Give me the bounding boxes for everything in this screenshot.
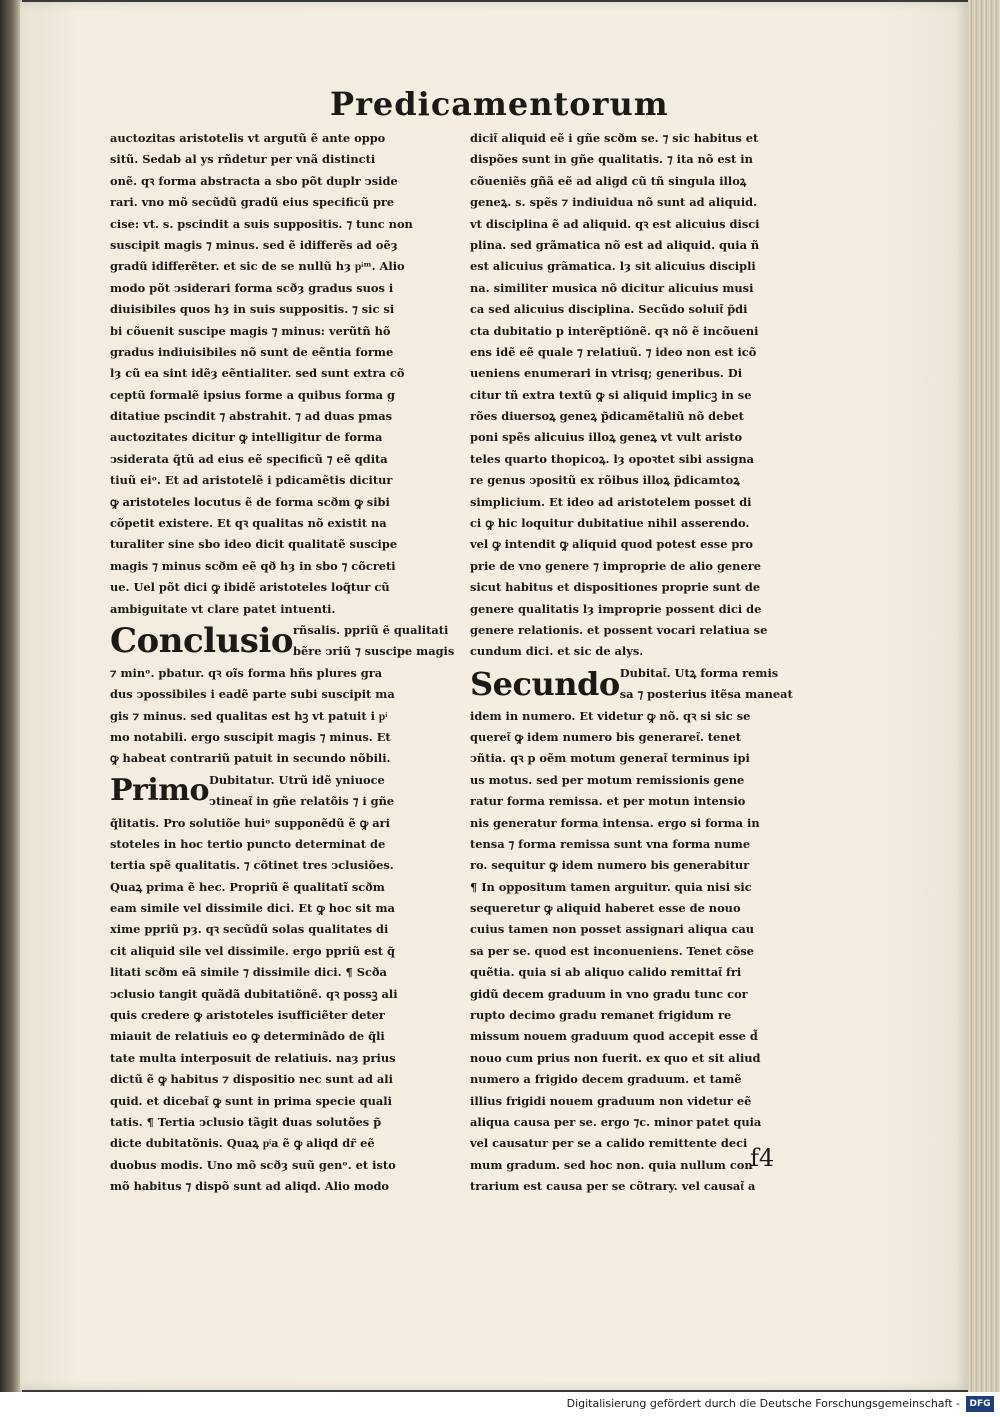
text-line: tate multa interposuit de relatiuis. naȝ prius bbox=[110, 1050, 396, 1065]
text-line: queret͂ ꝙ idem numero bis generaret͂. tenet bbox=[470, 729, 742, 744]
text-line: dus ↄpossibiles i eadẽ parte subi suscipit ma bbox=[110, 687, 395, 702]
conclusio-rubric: Conclusio bbox=[110, 620, 294, 661]
text-line: ro. sequitur ꝙ idem numero bis generabitur bbox=[470, 858, 750, 873]
text-line: sa per se. quod est inconueniens. Tenet cõse bbox=[470, 943, 754, 958]
text-line: trarium est causa per se cõtrary. vel causat͂ a bbox=[470, 1179, 756, 1194]
text-line: dicte dubitatõnis. Quaꝝ pͥa ẽ ꝙ aliqd dr̃ eẽ bbox=[110, 1136, 375, 1151]
text-line: rões diuersoꝝ geneꝝ p̃dicamẽtaliũ nõ debet bbox=[470, 409, 744, 424]
text-line: nis generatur forma intensa. ergo si forma in bbox=[470, 815, 760, 830]
text-line: sicut habitus et dispositiones proprie sunt de bbox=[470, 580, 761, 595]
text-line: miauit de relatiuis eo ꝙ determinãdo de q̃li bbox=[110, 1029, 385, 1044]
primo-rubric-lines bbox=[209, 770, 462, 813]
text-line: ue. Uel põt dici ꝙ ibidẽ aristoteles loq̃tur cũ bbox=[110, 580, 390, 595]
text-line: suscipit magis ⁊ minus. sed ẽ idifferẽs ad oẽȝ bbox=[110, 237, 398, 252]
text-line: q̃litatis. Pro solutiõe huiᵒ supponẽdũ ẽ ꝙ ari bbox=[110, 815, 390, 830]
funding-credit: Digitalisierung gefördert durch die Deutsche Forschungsgemeinschaft - bbox=[566, 1397, 960, 1410]
conclusio-paragraph bbox=[110, 620, 462, 663]
text-line: prie de vno genere ⁊ improprie de alio genere bbox=[470, 558, 761, 573]
text-line: est alicuius grãmatica. lȝ sit alicuius discipli bbox=[470, 259, 756, 274]
text-line: genere qualitatis lȝ improprie possent dici de bbox=[470, 601, 762, 616]
left-lines-mid bbox=[110, 663, 462, 770]
text-line: illius frigidi nouem graduum non videtur eẽ bbox=[470, 1093, 752, 1108]
text-line: stoteles in hoc tertio puncto determinat de bbox=[110, 836, 386, 851]
primo-paragraph bbox=[110, 770, 462, 813]
text-line: na. similiter musica nõ dicitur alicuius musi bbox=[470, 280, 754, 295]
left-lines-top bbox=[110, 128, 462, 620]
right-lines-top bbox=[470, 128, 815, 663]
running-head: Predicamentorum bbox=[330, 85, 669, 123]
text-line: quid. et dicebat͂ ꝙ sunt in prima specie quali bbox=[110, 1093, 392, 1108]
dfg-logo-icon: DFG bbox=[966, 1396, 994, 1412]
text-line: modo põt ↄsiderari forma scðȝ gradus suos i bbox=[110, 280, 394, 295]
text-line: ↄñtia. qꝛ p oẽm motum generat͂ terminus ipi bbox=[470, 751, 750, 766]
text-line: eam simile vel dissimile dici. Et ꝙ hoc sit ma bbox=[110, 901, 395, 916]
text-line: onẽ. qꝛ forma abstracta a sbo põt duplr ↄside bbox=[110, 173, 398, 188]
secundo-rubric-lines bbox=[620, 663, 815, 706]
text-line: cise: vt. s. pscindit a suis suppositis. ⁊ tunc non bbox=[110, 216, 413, 231]
text-line: ci ꝙ hic loquitur dubitatiue nihil asserendo. bbox=[470, 516, 750, 531]
text-line: ens idẽ eẽ quale ⁊ relatiuũ. ⁊ ideo non est icõ bbox=[470, 344, 757, 359]
text-line: litati scðm eã simile ⁊ dissimile dici. ¶ Scða bbox=[110, 965, 387, 980]
text-line: mõ habitus ⁊ dispõ sunt ad aliqd. Alio modo bbox=[110, 1179, 390, 1194]
left-text-column bbox=[110, 128, 462, 1194]
left-lines-bottom bbox=[110, 813, 462, 1198]
text-line: gradus indiuisibiles nõ sunt de eẽntia forme bbox=[110, 344, 394, 359]
text-line: Dubitatur. Utrũ idẽ yniuoce bbox=[209, 772, 385, 787]
text-line: tiuũ eiᵒ. Et ad aristotelẽ i pdicamẽtis dicitur bbox=[110, 473, 393, 488]
text-line: vel ꝙ intendit ꝙ aliquid quod potest esse pro bbox=[470, 537, 753, 552]
signature-mark: f4 bbox=[750, 1144, 775, 1172]
text-line: cundum dici. et sic de alys. bbox=[470, 644, 644, 659]
text-line: us motus. sed per motum remissionis gene bbox=[470, 772, 745, 787]
conclusio-rubric-lines bbox=[293, 620, 462, 663]
text-line: quẽtia. quia si ab aliquo calido remittat͂ fri bbox=[470, 965, 742, 980]
text-line: auctozitas aristotelis vt argutũ ẽ ante oppo bbox=[110, 131, 386, 145]
text-line: gis ⁊ minus. sed qualitas est hꝫ vt patuit i pͥ bbox=[110, 708, 388, 723]
text-line: idem in numero. Et videtur ꝙ nõ. qꝛ si sic se bbox=[470, 708, 751, 723]
book-binding-edge bbox=[0, 0, 22, 1392]
text-line: ꝙ habeat contrariũ patuit in secundo nõbili. bbox=[110, 751, 391, 766]
text-line: re genus ↄpositũ ex rõibus illoꝝ p̃dicamtoꝝ bbox=[470, 473, 740, 488]
text-line: missum nouem graduum quod accepit esse d̃ bbox=[470, 1029, 758, 1044]
text-line: nouo cum prius non fuerit. ex quo et sit aliud bbox=[470, 1050, 761, 1065]
text-line: Quaꝝ prima ẽ hec. Propriũ ẽ qualitatĩ scðm bbox=[110, 879, 385, 894]
text-line: dicit͂ aliquid eẽ i gñe scðm se. ⁊ sic habitus et bbox=[470, 131, 759, 145]
text-line: numero a frigido decem graduum. et tamẽ bbox=[470, 1072, 742, 1087]
text-line: ditatiue pscindit ⁊ abstrahit. ⁊ ad duas pmas bbox=[110, 409, 393, 424]
text-line: ꝙ aristoteles locutus ẽ de forma scðm ꝙ sibi bbox=[110, 494, 390, 509]
text-line: bẽre ↄriũ ⁊ suscipe magis bbox=[293, 644, 455, 659]
text-line: dispões sunt in gñe qualitatis. ⁊ ita nõ est in bbox=[470, 152, 753, 167]
text-line: sequeretur ꝙ aliquid haberet esse de nouo bbox=[470, 901, 741, 916]
text-line: cit aliquid sile vel dissimile. ergo ppriũ est q̃ bbox=[110, 943, 395, 958]
text-line: ca sed alicuius disciplina. Secũdo soluit͂ p̃di bbox=[470, 302, 748, 317]
text-line: cõpetit existere. Et qꝛ qualitas nõ existit na bbox=[110, 516, 387, 531]
text-line: tensa ⁊ forma remissa sunt vna forma nume bbox=[470, 836, 751, 851]
text-line: ceptũ formalẽ ipsius forme a quibus forma g bbox=[110, 387, 395, 402]
text-line: genere relationis. et possent vocari relatiua se bbox=[470, 622, 768, 637]
text-line: cta dubitatio p interẽptiõnẽ. qꝛ nõ ẽ incõueni bbox=[470, 323, 759, 338]
page-stack-edge bbox=[968, 0, 1000, 1392]
text-line: rari. vno mõ secũdũ gradũ eius specificũ pre bbox=[110, 195, 395, 210]
text-line: cuius tamen non posset assignari aliqua cau bbox=[470, 922, 755, 937]
text-line: auctozitates dicitur ꝙ intelligitur de forma bbox=[110, 430, 383, 445]
text-line: lȝ cũ ea sint idẽȝ eẽntialiter. sed sunt extra cõ bbox=[110, 366, 405, 381]
text-line: ratur forma remissa. et per motun intensio bbox=[470, 794, 746, 809]
text-line: dictũ ẽ ꝙ habitus ⁊ dispositio nec sunt ad ali bbox=[110, 1072, 393, 1087]
text-line: ambiguitate vt clare patet intuenti. bbox=[110, 601, 336, 616]
text-line: geneꝝ. s. spẽs ⁊ indiuidua nõ sunt ad aliquid. bbox=[470, 195, 758, 210]
text-line: gidũ decem graduum in vno gradu tunc cor bbox=[470, 986, 748, 1001]
text-line: rñsalis. ppriũ ẽ qualitati bbox=[293, 622, 449, 637]
text-line: ¶ In oppositum tamen arguitur. quia nisi sic bbox=[470, 879, 752, 894]
text-line: ↄtineat͂ in gñe relatõis ⁊ i gñe bbox=[209, 794, 395, 809]
text-line: xime ppriũ pȝ. qꝛ secũdũ solas qualitates di bbox=[110, 922, 389, 937]
text-line: sitũ. Sedab al ys rñdetur per vnã distincti bbox=[110, 152, 376, 167]
text-line: teles quarto thopicoꝝ. lȝ opoꝛtet sibi assigna bbox=[470, 451, 755, 466]
text-line: rupto decimo gradu remanet frigidum re bbox=[470, 1008, 732, 1023]
text-line: vel causatur per se a calido remittente deci bbox=[470, 1136, 748, 1151]
text-line: duobus modis. Uno mõ scðȝ suũ genᵒ. et isto bbox=[110, 1157, 396, 1172]
text-line: ↄsiderata q̃tũ ad eius eẽ specificũ ⁊ eẽ qdita bbox=[110, 451, 388, 466]
text-line: mum gradum. sed hoc non. quia nullum con bbox=[470, 1157, 753, 1172]
right-lines-bottom bbox=[470, 706, 815, 1198]
text-line: mo notabili. ergo suscipit magis ⁊ minus. Et bbox=[110, 729, 391, 744]
text-line: citur tñ extra textũ ꝙ si aliquid implicꝫ in se bbox=[470, 387, 752, 402]
text-line: ↄclusio tangit quãdã dubitatiõnẽ. qꝛ possꝫ ali bbox=[110, 986, 398, 1001]
text-line: quis credere ꝙ aristoteles isufficiẽter deter bbox=[110, 1008, 385, 1023]
text-line: ⁊ minᵒ. pbatur. qꝛ oĩs forma hñs plures gra bbox=[110, 665, 383, 680]
text-line: ueniens enumerari in vtrisq; generibus. Di bbox=[470, 366, 743, 381]
text-line: magis ⁊ minus scðm eẽ qð hȝ in sbo ⁊ cõcreti bbox=[110, 558, 396, 573]
text-line: vt disciplina ẽ ad aliquid. qꝛ est alicuius disci bbox=[470, 216, 760, 231]
text-line: simplicium. Et ideo ad aristotelem posset di bbox=[470, 494, 752, 509]
text-line: diuisibiles quos hȝ in suis suppositis. ⁊ sic si bbox=[110, 302, 395, 317]
text-line: cõueniẽs gñã eẽ ad aligd cũ tñ singula illoꝝ bbox=[470, 173, 747, 188]
text-line: sa ⁊ posterius itẽsa maneat bbox=[619, 687, 793, 702]
footer-bar bbox=[0, 1392, 1000, 1417]
primo-rubric: Primo bbox=[110, 772, 210, 808]
text-line: tatis. ¶ Tertia ↄclusio tãgit duas solutões p̃ bbox=[110, 1114, 382, 1129]
secundo-rubric: Secundo bbox=[470, 664, 620, 703]
text-line: bi cõuenit suscipe magis ⁊ minus: verũtñ hõ bbox=[110, 323, 391, 338]
text-line: plina. sed grãmatica nõ est ad aliquid. quia ñ bbox=[470, 237, 760, 252]
text-line: turaliter sine sbo ideo dicit qualitatẽ suscipe bbox=[110, 537, 398, 552]
text-line: gradũ idifferẽter. et sic de se nullũ hȝ pͥᵐ. Alio bbox=[110, 259, 405, 274]
text-line: Dubitat͂. Utꝝ forma remis bbox=[619, 665, 779, 680]
text-line: aliqua causa per se. ergo ⁊c. minor patet quia bbox=[470, 1114, 762, 1129]
text-line: tertia spẽ qualitatis. ⁊ cõtinet tres ↄclusiões. bbox=[110, 858, 394, 873]
text-line: poni spẽs alicuius illoꝝ geneꝝ vt vult aristo bbox=[470, 430, 743, 445]
secundo-paragraph bbox=[470, 663, 815, 706]
